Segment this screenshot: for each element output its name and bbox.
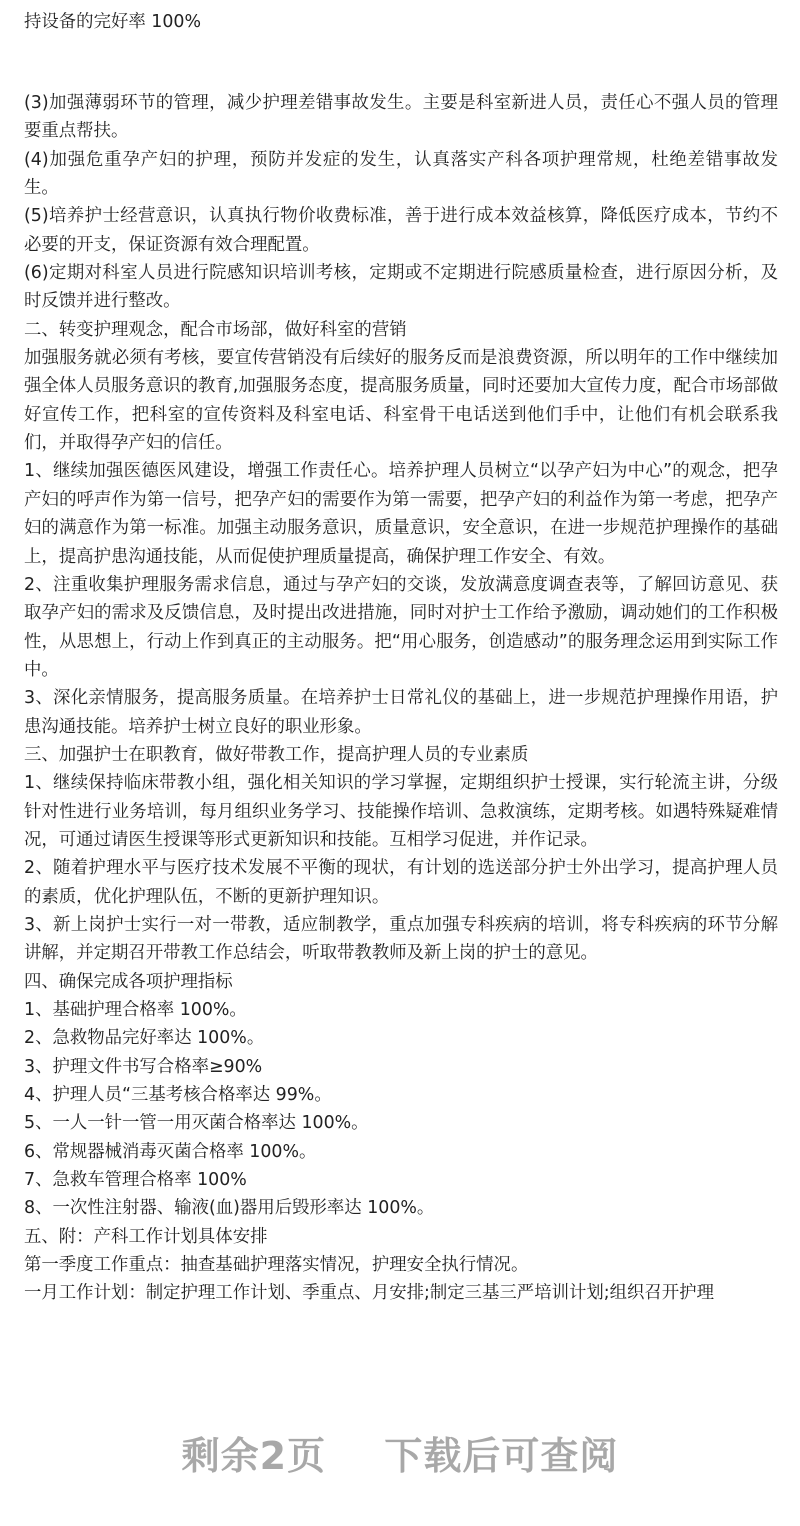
paragraph: 一月工作计划：制定护理工作计划、季重点、月安排;制定三基三严培训计划;组织召开护理 <box>24 1283 714 1304</box>
paragraph: 四、确保完成各项护理指标 <box>24 971 233 992</box>
paragraph: 1、基础护理合格率 100%。 <box>24 1000 247 1020</box>
paragraph: 2、急救物品完好率达 100%。 <box>24 1028 265 1049</box>
paragraph: 3、新上岗护士实行一对一带教，适应制教学，重点加强专科疾病的培训，将专科疾病的环节分解讲解，并定期召开带教工作总结会，听取带教教师及新上岗的护士的意见。 <box>24 914 778 964</box>
paragraph: (6)定期对科室人员进行院感知识培训考核，定期或不定期进行院感质量检查，进行原因分析，及时反馈并进行整改。 <box>24 263 778 312</box>
paragraph: 三、加强护士在职教育，做好带教工作，提高护理人员的专业素质 <box>24 744 529 765</box>
paragraph: 二、转变护理观念，配合市场部，做好科室的营销 <box>24 319 407 340</box>
paragraph: 3、护理文件书写合格率≥90% <box>24 1056 263 1077</box>
paragraph: 持设备的完好率 100% <box>24 12 201 32</box>
download-prompt[interactable] <box>0 1425 800 1480</box>
paragraph: 1、继续加强医德医风建设，增强工作责任心。培养护理人员树立“以孕产妇为中心”的观念，把孕产妇的呼声作为第一信号，把孕产妇的需要作为第一需要，把孕产妇的利益作为第一考虑，把孕产妇的满意作为第一标准。加强主动服务意识，质量意识，安全意识，在进一步规范护理操作的基础上，提高护患沟通技能，从而促使护理质量提高，确保护理工作安全、有效。 <box>24 461 778 567</box>
paragraph: 1、继续保持临床带教小组，强化相关知识的学习掌握，定期组织护士授课，实行轮流主讲，分级针对性进行业务培训，每月组织业务学习、技能操作培训、急救演练，定期考核。如遇特殊疑难情况，可通过请医生授课等形式更新知识和技能。互相学习促进，并作记录。 <box>24 773 778 850</box>
download-to-view-text[interactable]: 下载后可查阅 <box>384 1434 619 1478</box>
paragraph: 7、急救车管理合格率 100% <box>24 1170 247 1191</box>
paragraph: 2、注重收集护理服务需求信息，通过与孕产妇的交谈，发放满意度调查表等，了解回访意见、获取孕产妇的需求及反馈信息，及时提出改进措施，同时对护士工作给予激励，调动她们的工作积极性，从思想上，行动上作到真正的主动服务。把“用心服务，创造感动”的服务理念运用到实际工作中。 <box>24 574 778 680</box>
paragraph: 第一季度工作重点：抽查基础护理落实情况，护理安全执行情况。 <box>24 1255 529 1276</box>
paragraph: 8、一次性注射器、输液(血)器用后毁形率达 100%。 <box>24 1198 435 1219</box>
paragraph: (3)加强薄弱环节的管理，减少护理差错事故发生。主要是科室新进人员，责任心不强人员的管理要重点帮扶。 <box>24 93 778 142</box>
paragraph: (5)培养护士经营意识，认真执行物价收费标准，善于进行成本效益核算，降低医疗成本，节约不必要的开支，保证资源有效合理配置。 <box>24 206 778 255</box>
paragraph: 五、附：产科工作计划具体安排 <box>24 1226 268 1247</box>
paragraph: (4)加强危重孕产妇的护理，预防并发症的发生，认真落实产科各项护理常规，杜绝差错事故发生。 <box>24 149 778 199</box>
paragraph: 3、深化亲情服务，提高服务质量。在培养护士日常礼仪的基础上，进一步规范护理操作用语，护患沟通技能。培养护士树立良好的职业形象。 <box>24 688 778 737</box>
remaining-pages-text[interactable]: 剩余2页 <box>181 1434 327 1478</box>
paragraph: 5、一人一针一管一用灭菌合格率达 100%。 <box>24 1113 369 1134</box>
paragraph: 6、常规器械消毒灭菌合格率 100%。 <box>24 1141 317 1162</box>
previous-paragraph-fragment <box>24 8 778 36</box>
paragraph: 4、护理人员“三基考核合格率达 99%。 <box>24 1085 332 1106</box>
paragraph: 加强服务就必须有考核，要宣传营销没有后续好的服务反而是浪费资源，所以明年的工作中继续加强全体人员服务意识的教育,加强服务态度，提高服务质量，同时还要加大宣传力度，配合市场部做好宣传工作，把科室的宣传资料及科室电话、科室骨干电话送到他们手中，让他们有机会联系我们，并取得孕产妇的信任。 <box>24 348 778 454</box>
document-body <box>24 89 778 1308</box>
paragraph: 2、随着护理水平与医疗技术发展不平衡的现状，有计划的选送部分护士外出学习，提高护理人员的素质，优化护理队伍，不断的更新护理知识。 <box>24 858 778 907</box>
